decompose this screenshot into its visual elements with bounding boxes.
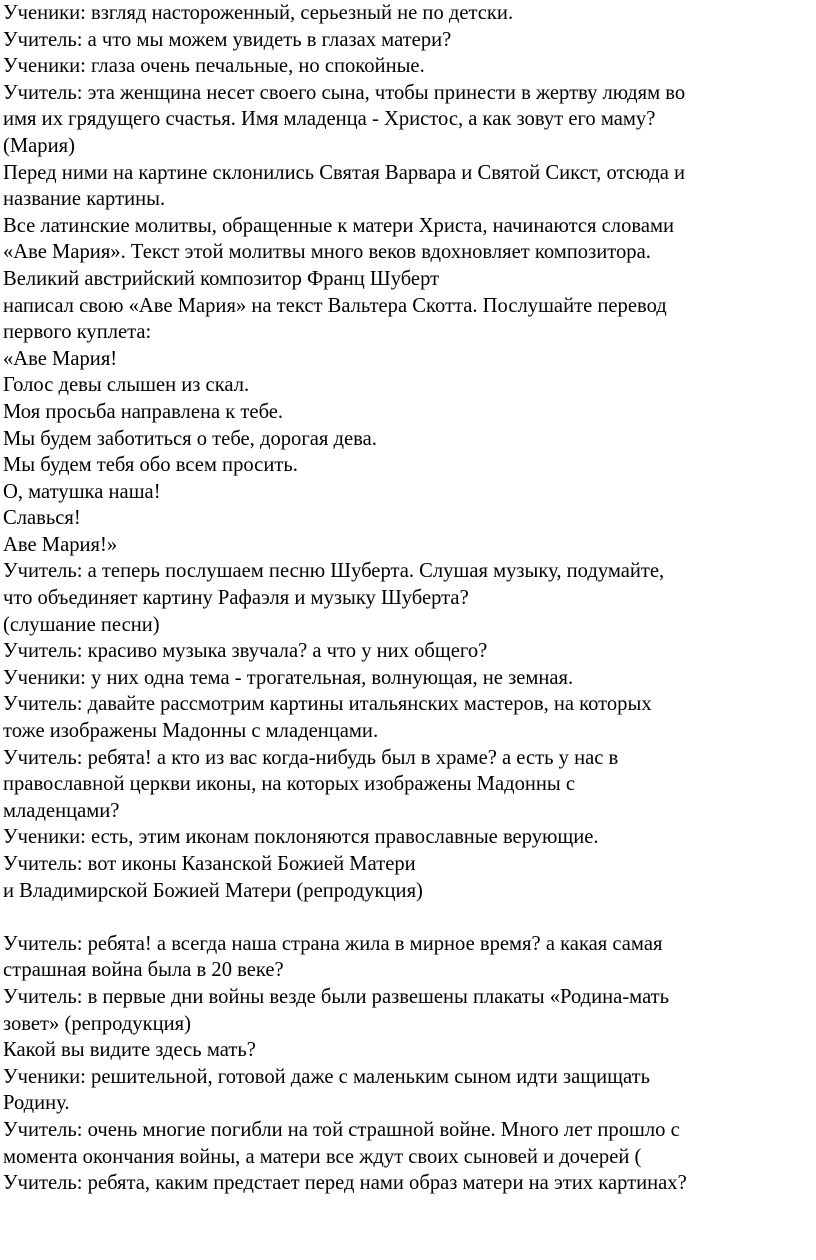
text-line: Ученики: решительной, готовой даже с маленьким сыном идти защищать [3,1065,650,1088]
text-line: Учитель: ребята! а всегда наша страна жила в мирное время? а какая самая [3,932,663,955]
text-line: «Аве Мария». Текст этой молитвы много веков вдохновляет композитора. [3,241,651,264]
text-line: страшная война была в 20 веке? [3,959,284,982]
text-block-part1 [3,0,815,904]
text-line: Учитель: вот иконы Казанской Божией Матери [3,853,416,875]
text-line: Учитель: очень многие погибли на той страшной войне. Много лет прошло с [3,1118,680,1141]
text-line: Великий австрийский композитор Франц Шуберт [3,267,440,290]
text-line: (Мария) [3,134,75,157]
text-line: Учитель: красиво музыка звучала? а что у них общего? [3,640,488,663]
paragraph-gap [3,904,815,931]
text-line: Родину. [3,1092,70,1115]
text-line: Славься! [3,507,81,530]
text-line: (слушание песни) [3,613,160,636]
text-line: имя их грядущего счастья. Имя младенца - Христос, а как зовут его маму? [3,108,656,131]
text-line: Мы будем тебя обо всем просить. [3,454,298,477]
document-page [3,0,815,1197]
text-line: О, матушка наша! [3,480,161,503]
text-line: Голос девы слышен из скал. [3,374,250,397]
text-line: тоже изображены Мадонны с младенцами. [3,720,379,743]
text-line: Ученики: есть, этим иконам поклоняются православные верующие. [3,826,599,849]
text-line: Моя просьба направлена к тебе. [3,400,284,423]
text-line: Учитель: эта женщина несет своего сына, чтобы принести в жертву людям во [3,81,686,104]
text-line: православной церкви иконы, на которых изображены Мадонны с [3,773,576,796]
text-line: Мы будем заботиться о тебе, дорогая дева. [3,427,377,450]
text-line: первого куплета: [3,321,152,344]
text-line: Ученики: глаза очень печальные, но спокойные. [3,55,425,78]
text-line: Учитель: а что мы можем увидеть в глазах матери? [3,28,452,51]
text-line: младенцами? [3,799,120,822]
text-line: момента окончания войны, а матери все ждут своих сыновей и дочерей ( [3,1145,642,1168]
text-line: Все латинские молитвы, обращенные к матери Христа, начинаются словами [3,214,675,237]
text-line: Учитель: а теперь послушаем песню Шуберта. Слушая музыку, подумайте, [3,560,665,583]
text-line: Учитель: в первые дни войны везде были развешены плакаты «Родина-мать [3,985,670,1008]
text-line: зовет» (репродукция) [3,1012,191,1035]
text-line: название картины. [3,188,166,211]
text-line: Аве Мария!» [3,533,118,556]
text-line: Учитель: ребята, каким предстает перед нами образ матери на этих картинах? [3,1172,687,1195]
text-line: Ученики: взгляд настороженный, серьезный не по детски. [3,2,514,24]
text-line: «Аве Мария! [3,347,118,370]
text-line: и Владимирской Божией Матери (репродукция) [3,879,423,902]
text-line: что объединяет картину Рафаэля и музыку Шуберта? [3,587,469,610]
text-line: Учитель: ребята! а кто из вас когда-нибудь был в храме? а есть у нас в [3,746,619,769]
text-line: Перед ними на картине склонились Святая Варвара и Святой Сикст, отсюда и [3,161,686,184]
text-block-part2 [3,931,815,1197]
text-line: Ученики: у них одна тема - трогательная, волнующая, не земная. [3,666,574,689]
text-line: Какой вы видите здесь мать? [3,1039,256,1062]
text-line: Учитель: давайте рассмотрим картины итальянских мастеров, на которых [3,693,652,716]
text-line: написал свою «Аве Мария» на текст Вальтера Скотта. Послушайте перевод [3,294,667,317]
